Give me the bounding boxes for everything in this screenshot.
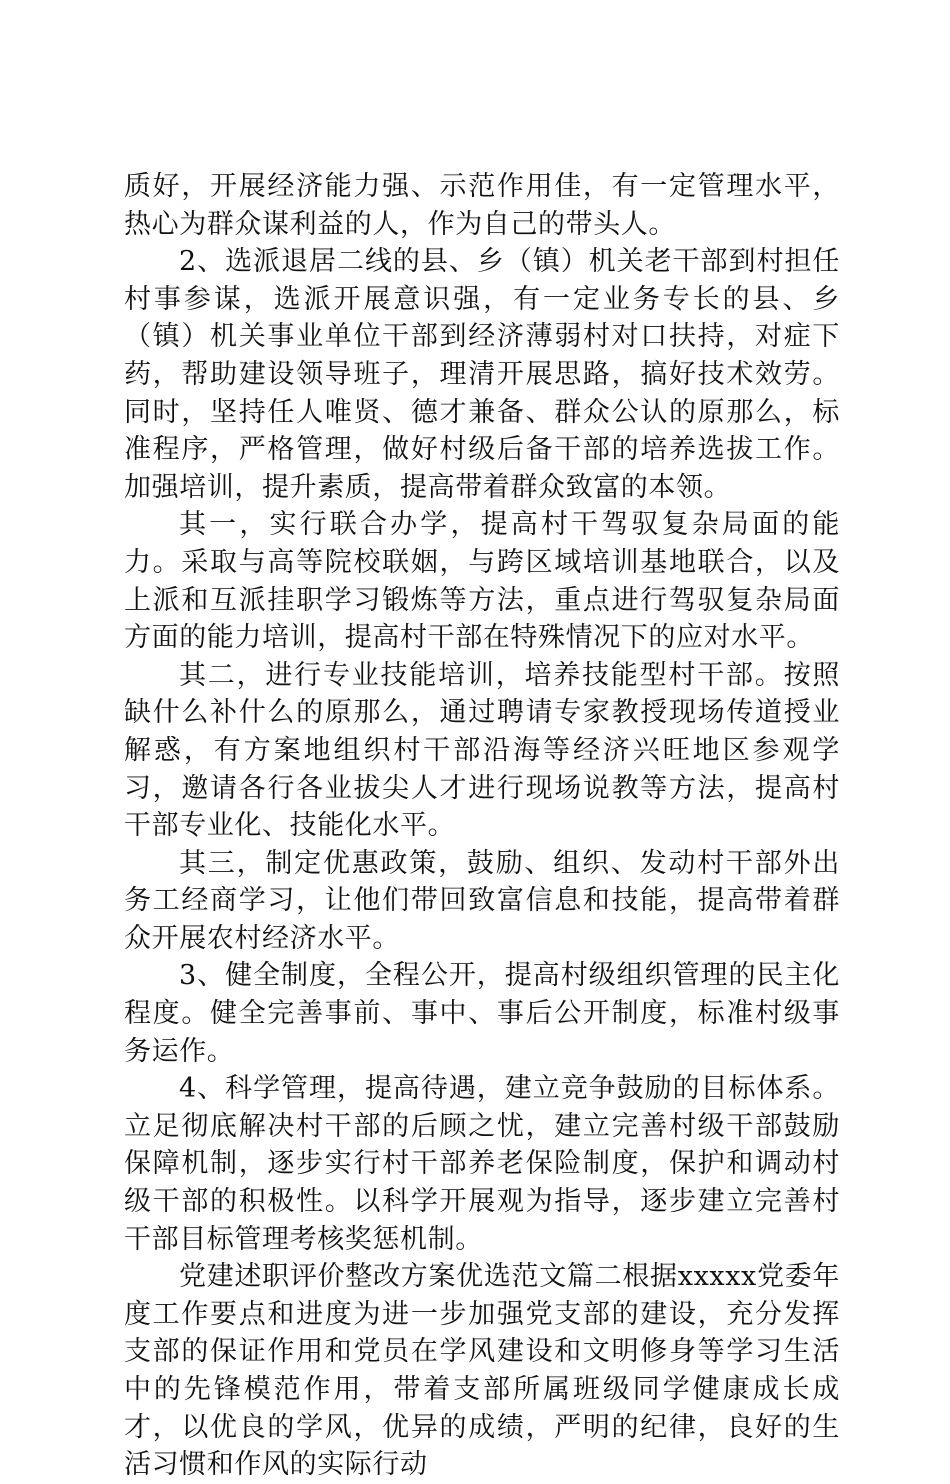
paragraph-article-two: 党建述职评价整改方案优选范文篇二根据xxxxx党委年度工作要点和进度为进一步加强党支部的建设，充分发挥支部的保证作用和党员在学风建设和文明修身等学习生活中的先锋模范作用，带着支部所属班级同学健康成长成才，以优良的学风，优异的成绩，严明的纪律，良好的生活习惯和作风的实际行动 xyxy=(124,1261,840,1481)
document-body xyxy=(124,168,840,1484)
paragraph-third: 其三，制定优惠政策，鼓励、组织、发动村干部外出务工经商学习，让他们带回致富信息和技能，提高带着群众开展农村经济水平。 xyxy=(124,847,840,954)
paragraph-item-2: 2、选派退居二线的县、乡（镇）机关老干部到村担任村事参谋，选派开展意识强，有一定业务专长的县、乡（镇）机关事业单位干部到经济薄弱村对口扶持，对症下药，帮助建设领导班子，理清开展思路，搞好技术效劳。同时，坚持任人唯贤、德才兼备、群众公认的原那么，标准程序，严格管理，做好村级后备干部的培养选拔工作。加强培训，提升素质，提高带着群众致富的本领。 xyxy=(124,246,840,503)
paragraph-item-4: 4、科学管理，提高待遇，建立竞争鼓励的目标体系。立足彻底解决村干部的后顾之忧，建立完善村级干部鼓励保障机制，逐步实行村干部养老保险制度，保护和调动村级干部的积极性。以科学开展观为指导，逐步建立完善村干部目标管理考核奖惩机制。 xyxy=(124,1073,840,1255)
paragraph-first: 其一，实行联合办学，提高村干驾驭复杂局面的能力。采取与高等院校联姻，与跨区域培训基地联合，以及上派和互派挂职学习锻炼等方法，重点进行驾驭复杂局面方面的能力培训，提高村干部在特殊情况下的应对水平。 xyxy=(124,509,840,654)
paragraph-continuation: 质好，开展经济能力强、示范作用佳，有一定管理水平，热心为群众谋利益的人，作为自己的带头人。 xyxy=(124,171,840,240)
paragraph-second: 其二，进行专业技能培训，培养技能型村干部。按照缺什么补什么的原那么，通过聘请专家教授现场传道授业解惑，有方案地组织村干部沿海等经济兴旺地区参观学习，邀请各行各业拔尖人才进行现场说教等方法，提高村干部专业化、技能化水平。 xyxy=(124,659,840,842)
paragraph-item-3: 3、健全制度，全程公开，提高村级组织管理的民主化程度。健全完善事前、事中、事后公开制度，标准村级事务运作。 xyxy=(124,960,840,1067)
